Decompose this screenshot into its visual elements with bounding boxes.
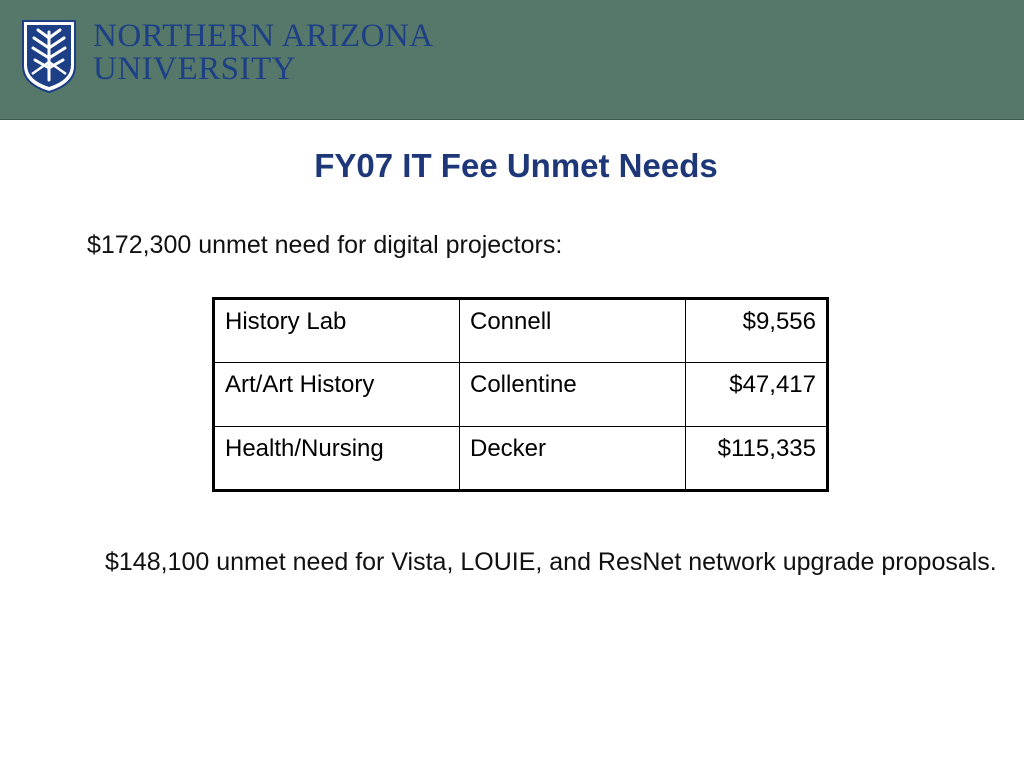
projector-need-text: $172,300 unmet need for digital projectors: — [87, 231, 563, 259]
amount-cell: $9,556 — [686, 299, 828, 363]
header-bar — [0, 0, 1024, 120]
table-row — [214, 427, 828, 491]
university-shield-icon — [20, 18, 78, 94]
department-cell: History Lab — [214, 299, 460, 363]
table-row — [214, 299, 828, 363]
amount-cell: $115,335 — [686, 427, 828, 491]
department-cell: Health/Nursing — [214, 427, 460, 491]
department-cell: Art/Art History — [214, 363, 460, 427]
building-cell: Decker — [460, 427, 686, 491]
logo-line-2: UNIVERSITY — [93, 51, 296, 87]
building-cell: Connell — [460, 299, 686, 363]
network-need-text: $148,100 unmet need for Vista, LOUIE, and ResNet network upgrade proposals. — [105, 548, 997, 576]
logo-line-1: NORTHERN ARIZONA — [93, 18, 434, 54]
university-logo-text — [93, 20, 434, 86]
amount-cell: $47,417 — [686, 363, 828, 427]
building-cell: Collentine — [460, 363, 686, 427]
slide-title: FY07 IT Fee Unmet Needs — [314, 147, 718, 184]
unmet-needs-table — [212, 297, 829, 492]
table-row — [214, 363, 828, 427]
